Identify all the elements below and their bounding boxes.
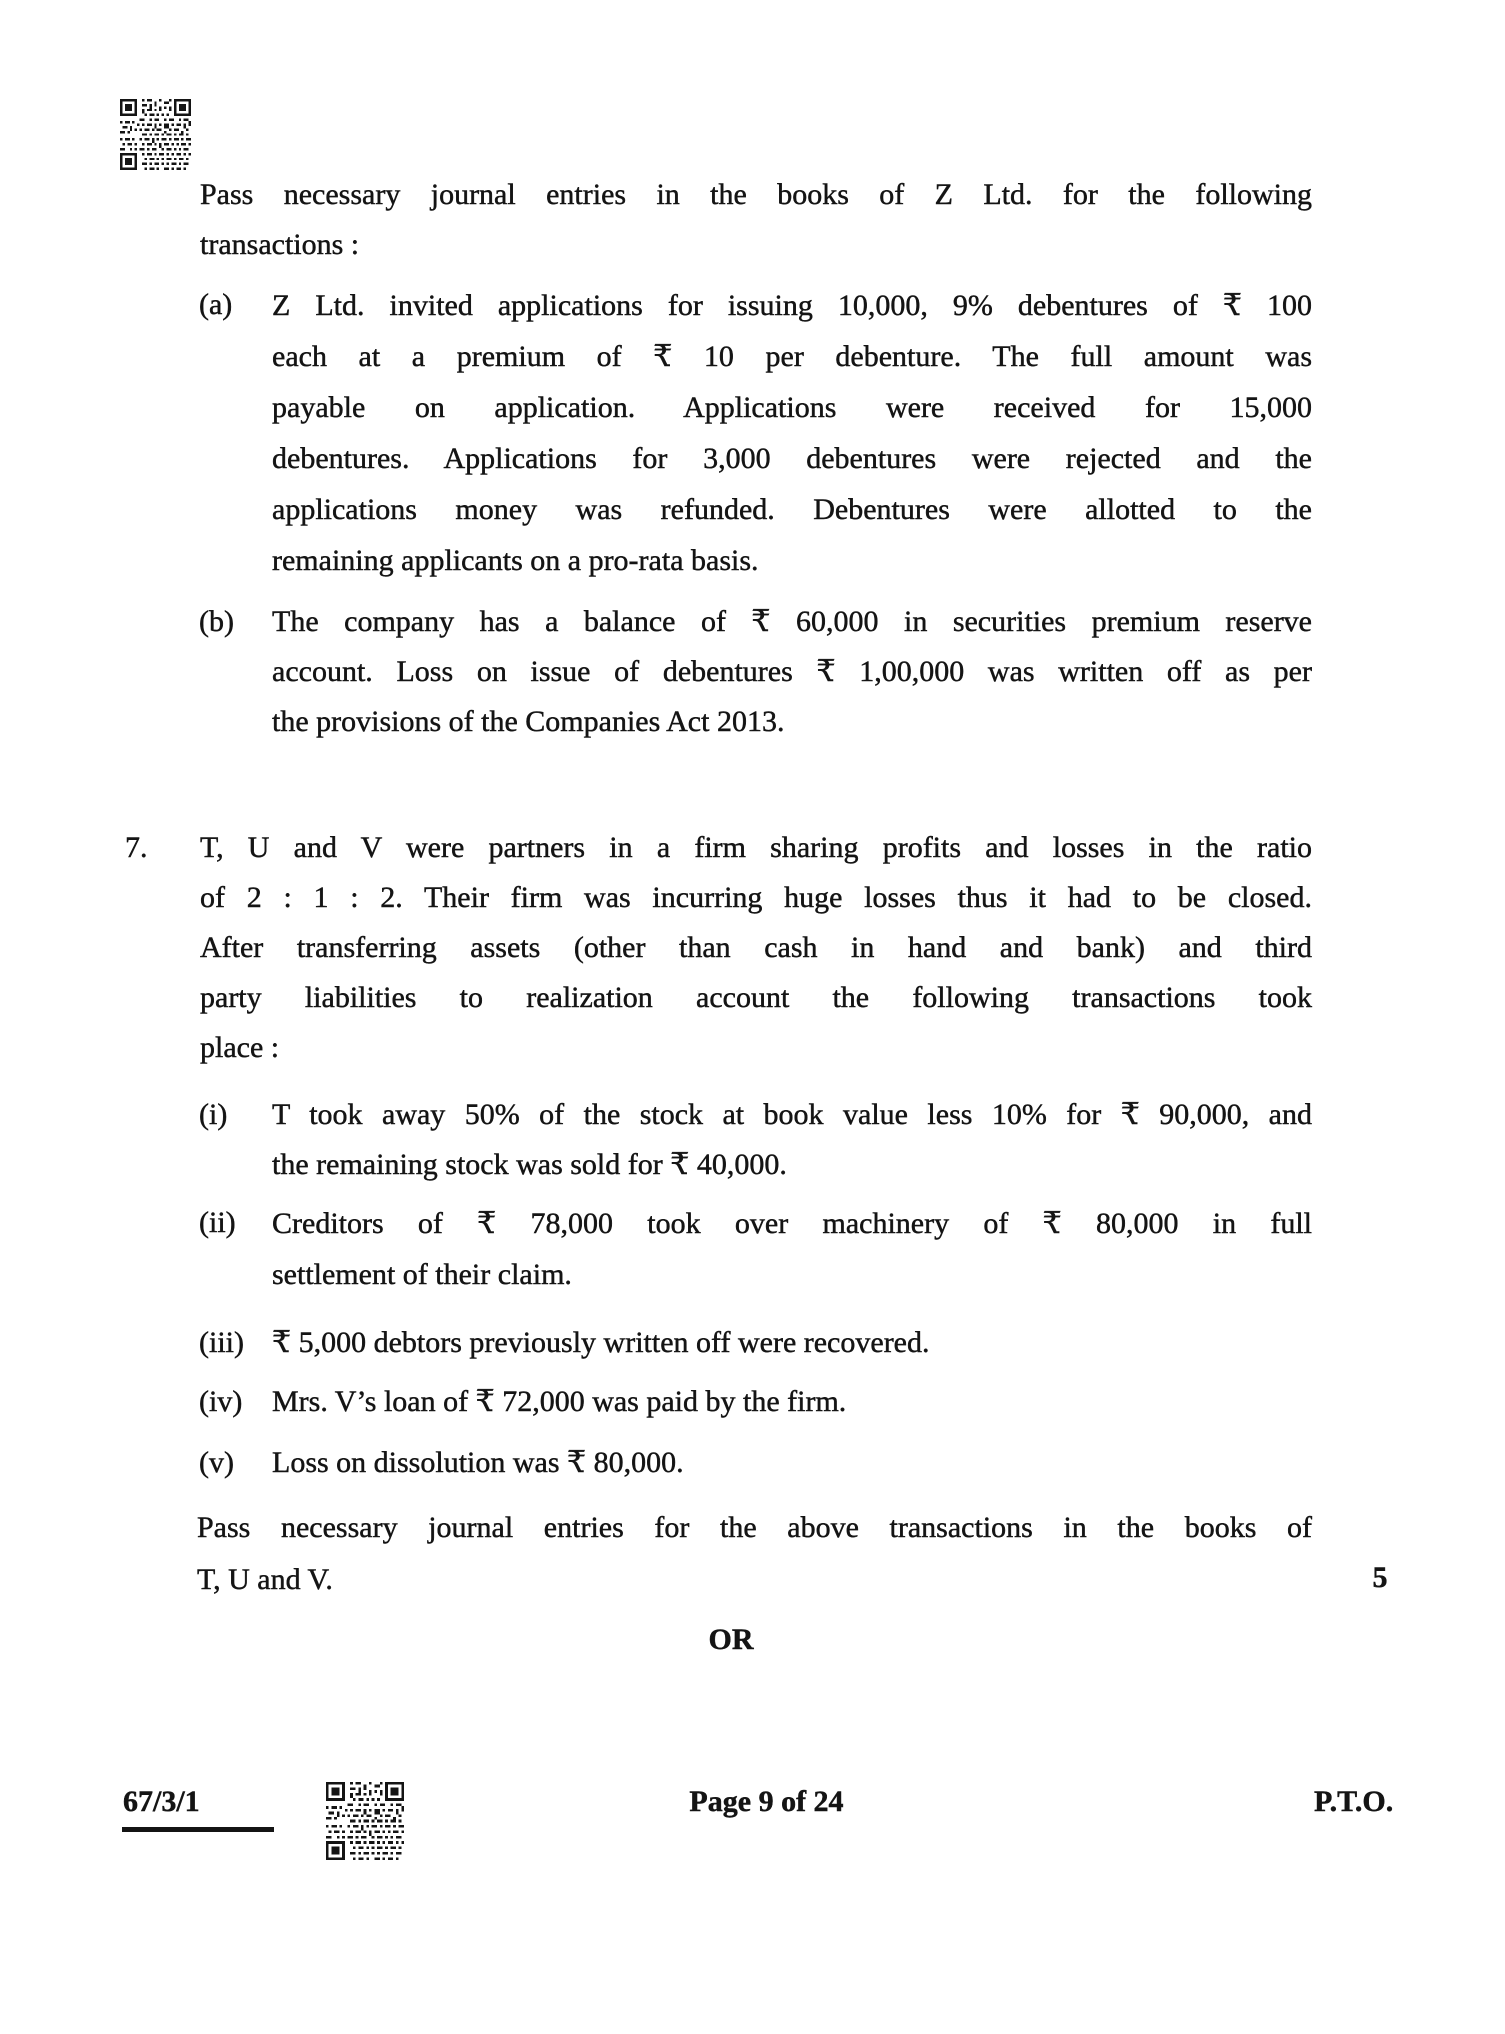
footer-rule [122,1827,274,1832]
text-line: the remaining stock was sold for ₹ 40,000. [272,1148,787,1181]
question6-item-a [199,280,1312,586]
footer-page-indicator: Page 9 of 24 [689,1785,844,1818]
text-line: debentures. Applications for 3,000 debentures were rejected and the [272,442,1312,475]
text-line: remaining applicants on a pro-rata basis. [272,544,759,577]
text-line: The company has a balance of ₹ 60,000 in securities premium reserve [272,605,1312,638]
question6-item-b [199,597,1312,747]
question7-sub-ii [199,1198,1312,1300]
text-line: T, U and V were partners in a firm sharing profits and losses in the ratio [200,831,1312,864]
item-label: (ii) [199,1206,236,1239]
marks-value: 5 [1372,1561,1388,1594]
text-line: party liabilities to realization account the following transactions took [200,981,1312,1014]
question7-sub-i [199,1090,1312,1190]
footer-pto: P.T.O. [1314,1785,1394,1818]
item-label: (a) [199,288,233,321]
text-line: the provisions of the Companies Act 2013. [272,705,785,738]
qr-code-icon [120,99,191,170]
footer-paper-code: 67/3/1 [123,1785,200,1818]
question6-intro [200,170,1312,270]
text-line: applications money was refunded. Debentures were allotted to the [272,493,1312,526]
text-line: Pass necessary journal entries in the books of Z Ltd. for the following [200,178,1312,211]
text-line: Pass necessary journal entries for the above transactions in the books of [197,1511,1312,1544]
text-line: Loss on dissolution was ₹ 80,000. [272,1446,684,1479]
question7-sub-v [199,1438,1312,1488]
text-line: Mrs. V’s loan of ₹ 72,000 was paid by the firm. [272,1385,847,1418]
item-label: (iv) [199,1385,243,1418]
text-line: Creditors of ₹ 78,000 took over machinery of ₹ 80,000 in full [272,1207,1312,1240]
text-line: T, U and V. [197,1563,333,1596]
text-line: settlement of their claim. [272,1258,572,1291]
text-line: of 2 : 1 : 2. Their firm was incurring huge losses thus it had to be closed. [200,881,1312,914]
or-separator: OR [708,1623,754,1656]
question7 [125,823,1312,1073]
text-line: After transferring assets (other than cash in hand and bank) and third [200,931,1312,964]
item-label: (v) [199,1446,234,1479]
text-line: payable on application. Applications were received for 15,000 [272,391,1312,424]
item-label: (iii) [199,1326,244,1359]
question7-closing [197,1502,1312,1606]
text-line: transactions : [200,228,360,261]
text-line: T took away 50% of the stock at book value less 10% for ₹ 90,000, and [272,1098,1312,1131]
question7-sub-iv [199,1377,1312,1427]
text-line: place : [200,1031,280,1064]
text-line: each at a premium of ₹ 10 per debenture. The full amount was [272,340,1312,373]
text-line: ₹ 5,000 debtors previously written off were recovered. [272,1326,930,1359]
question-number: 7. [125,831,148,864]
text-line: Z Ltd. invited applications for issuing 10,000, 9% debentures of ₹ 100 [272,289,1312,322]
item-label: (i) [199,1098,228,1131]
item-label: (b) [199,605,234,638]
text-line: account. Loss on issue of debentures ₹ 1,00,000 was written off as per [272,655,1312,688]
question7-sub-iii [199,1318,1312,1368]
